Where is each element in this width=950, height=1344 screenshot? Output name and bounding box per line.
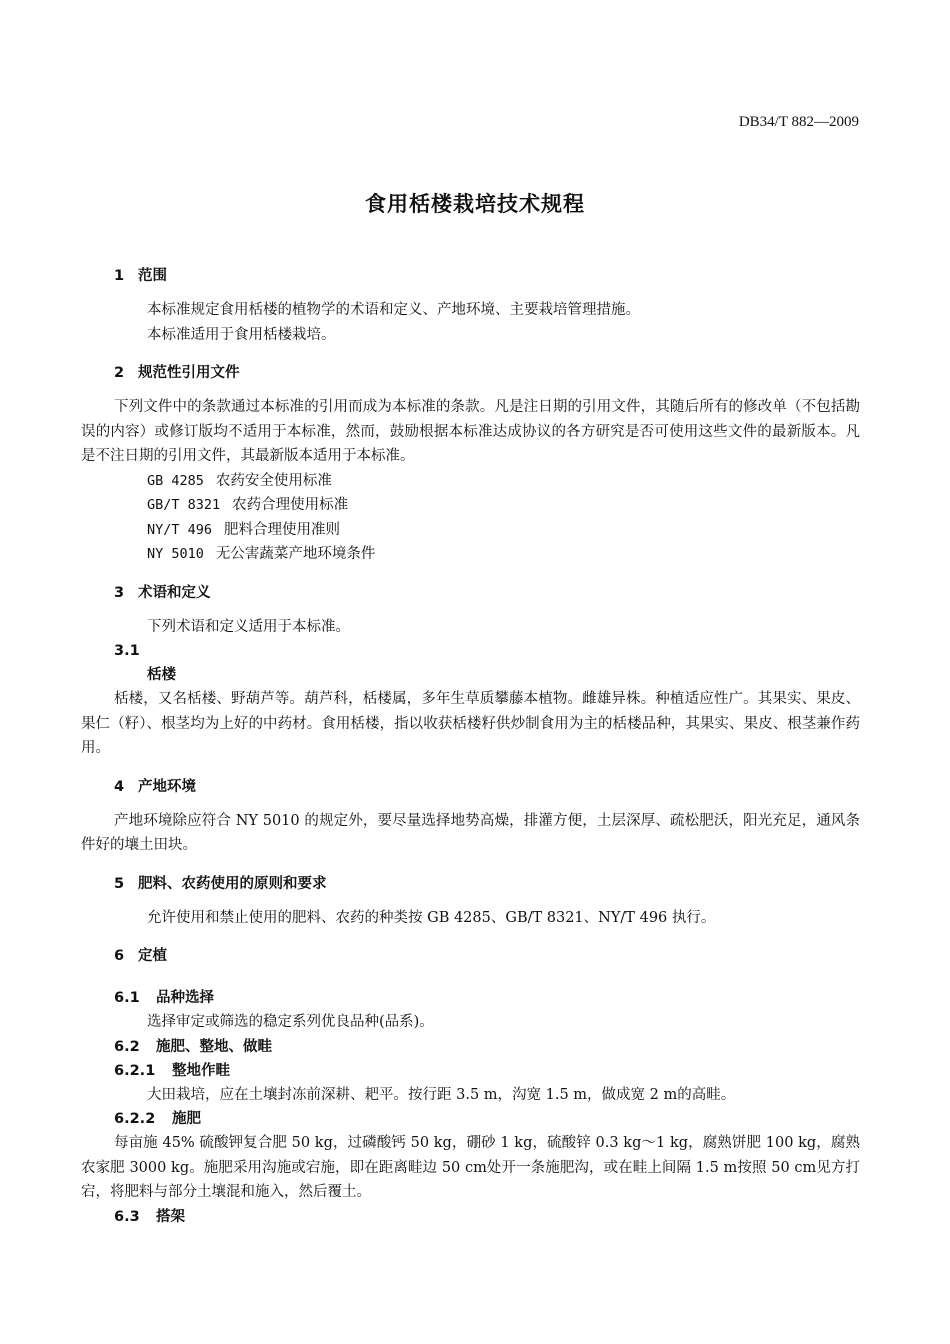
section-number: 1 [114,268,125,284]
reference-code: GB 4285 [147,472,204,489]
section-number: 3 [114,584,125,601]
reference-item [114,469,860,494]
section-title: 整地作畦 [172,1062,230,1079]
term-name: 栝楼 [147,667,176,683]
document-body [81,264,860,1229]
section-title: 施肥、整地、做畦 [156,1038,272,1055]
section-number: 6.1 [114,990,140,1006]
section-number: 5 [114,875,125,892]
section-title: 肥料、农药使用的原则和要求 [138,875,327,892]
section-4-heading [114,775,860,799]
paragraph: 选择审定或筛选的稳定系列优良品种(品系)。 [147,1014,434,1030]
section-title: 范围 [138,268,167,284]
paragraph: 本标准适用于食用栝楼栽培。 [147,326,336,343]
section-number: 4 [114,778,125,795]
section-title: 定植 [138,948,167,964]
section-number: 6.3 [114,1208,140,1225]
section-title: 品种选择 [156,990,214,1006]
section-number: 6 [114,948,125,964]
subsection-6-2-1-heading [114,1059,860,1083]
paragraph: 大田栽培，应在土壤封冻前深耕、耙平。按行距 3.5 m，沟宽 1.5 m，做成宽 2 m的高畦。 [147,1086,736,1103]
paragraph: 下列文件中的条款通过本标准的引用而成为本标准的条款。凡是注日期的引用文件，其随后所有的修改单（不包括勘误的内容）或修订版均不适用于本标准，然而，鼓励根据本标准达成协议的各方研究是否可使用这些文件的最新版本。凡是不注日期的引用文件，其最新版本适用于本标准。 [81,399,860,464]
section-title: 术语和定义 [138,584,211,601]
term-definition: 栝楼，又名栝楼、野葫芦等。葫芦科，栝楼属，多年生草质攀藤本植物。雌雄异株。种植适应性广。其果实、果皮、果仁（籽）、根茎均为上好的中药材。食用栝楼，指以收获栝楼籽供炒制食用为主的栝楼品种，其果实、果皮、根茎兼作药用。 [81,691,860,756]
reference-item [114,518,860,543]
section-number: 6.2 [114,1038,140,1055]
document-code: DB34/T 882—2009 [738,114,859,130]
subsection-6-3-heading [114,1205,860,1229]
section-6-heading [114,944,860,968]
paragraph: 产地环境除应符合 NY 5010 的规定外，要尽量选择地势高燥，排灌方便，土层深厚、疏松肥沃，阳光充足，通风条件好的壤土田块。 [81,812,860,853]
paragraph: 本标准规定食用栝楼的植物学的术语和定义、产地环境、主要栽培管理措施。 [147,302,640,318]
reference-item [114,542,860,567]
section-3-heading [114,581,860,605]
section-number: 2 [114,365,125,381]
section-5-heading [114,872,860,896]
reference-name: 农药安全使用标准 [215,472,332,489]
paragraph: 每亩施 45% 硫酸钾复合肥 50 kg，过磷酸钙 50 kg，硼砂 1 kg，硫酸锌 0.3 kg～1 kg，腐熟饼肥 100 kg，腐熟农家肥 3000 kg。施肥采用沟施或宕施，即在距离畦边 50 cm处开一条施肥沟，或在畦上间隔 1.5 m按照 50 cm见方打宕，将肥料与部分土壤混和施入，然后覆土。 [81,1135,860,1200]
reference-name: 农药合理使用标准 [232,497,349,513]
section-number: 6.2.2 [114,1111,156,1127]
section-1-heading [114,264,860,288]
section-title: 产地环境 [138,778,196,795]
section-2-heading [114,361,860,385]
reference-name: 肥料合理使用准则 [224,521,341,538]
reference-code: GB/T 8321 [147,497,221,513]
reference-code: NY 5010 [147,546,204,562]
paragraph: 允许使用和禁止使用的肥料、农药的种类按 GB 4285、GB/T 8321、NY/T 496 执行。 [147,909,716,926]
section-title: 规范性引用文件 [138,365,240,381]
reference-code: NY/T 496 [147,521,213,538]
subsection-number: 3.1 [114,643,140,659]
section-number: 6.2.1 [114,1062,156,1079]
paragraph: 下列术语和定义适用于本标准。 [147,618,350,635]
reference-item [114,493,860,518]
subsection-6-2-2-heading [114,1107,860,1131]
section-title: 搭架 [156,1208,185,1225]
document-title: 食用栝楼栽培技术规程 [365,192,585,216]
reference-name: 无公害蔬菜产地环境条件 [215,546,376,562]
subsection-6-1-heading [114,986,860,1010]
subsection-6-2-heading [114,1035,860,1059]
section-title: 施肥 [172,1111,201,1127]
